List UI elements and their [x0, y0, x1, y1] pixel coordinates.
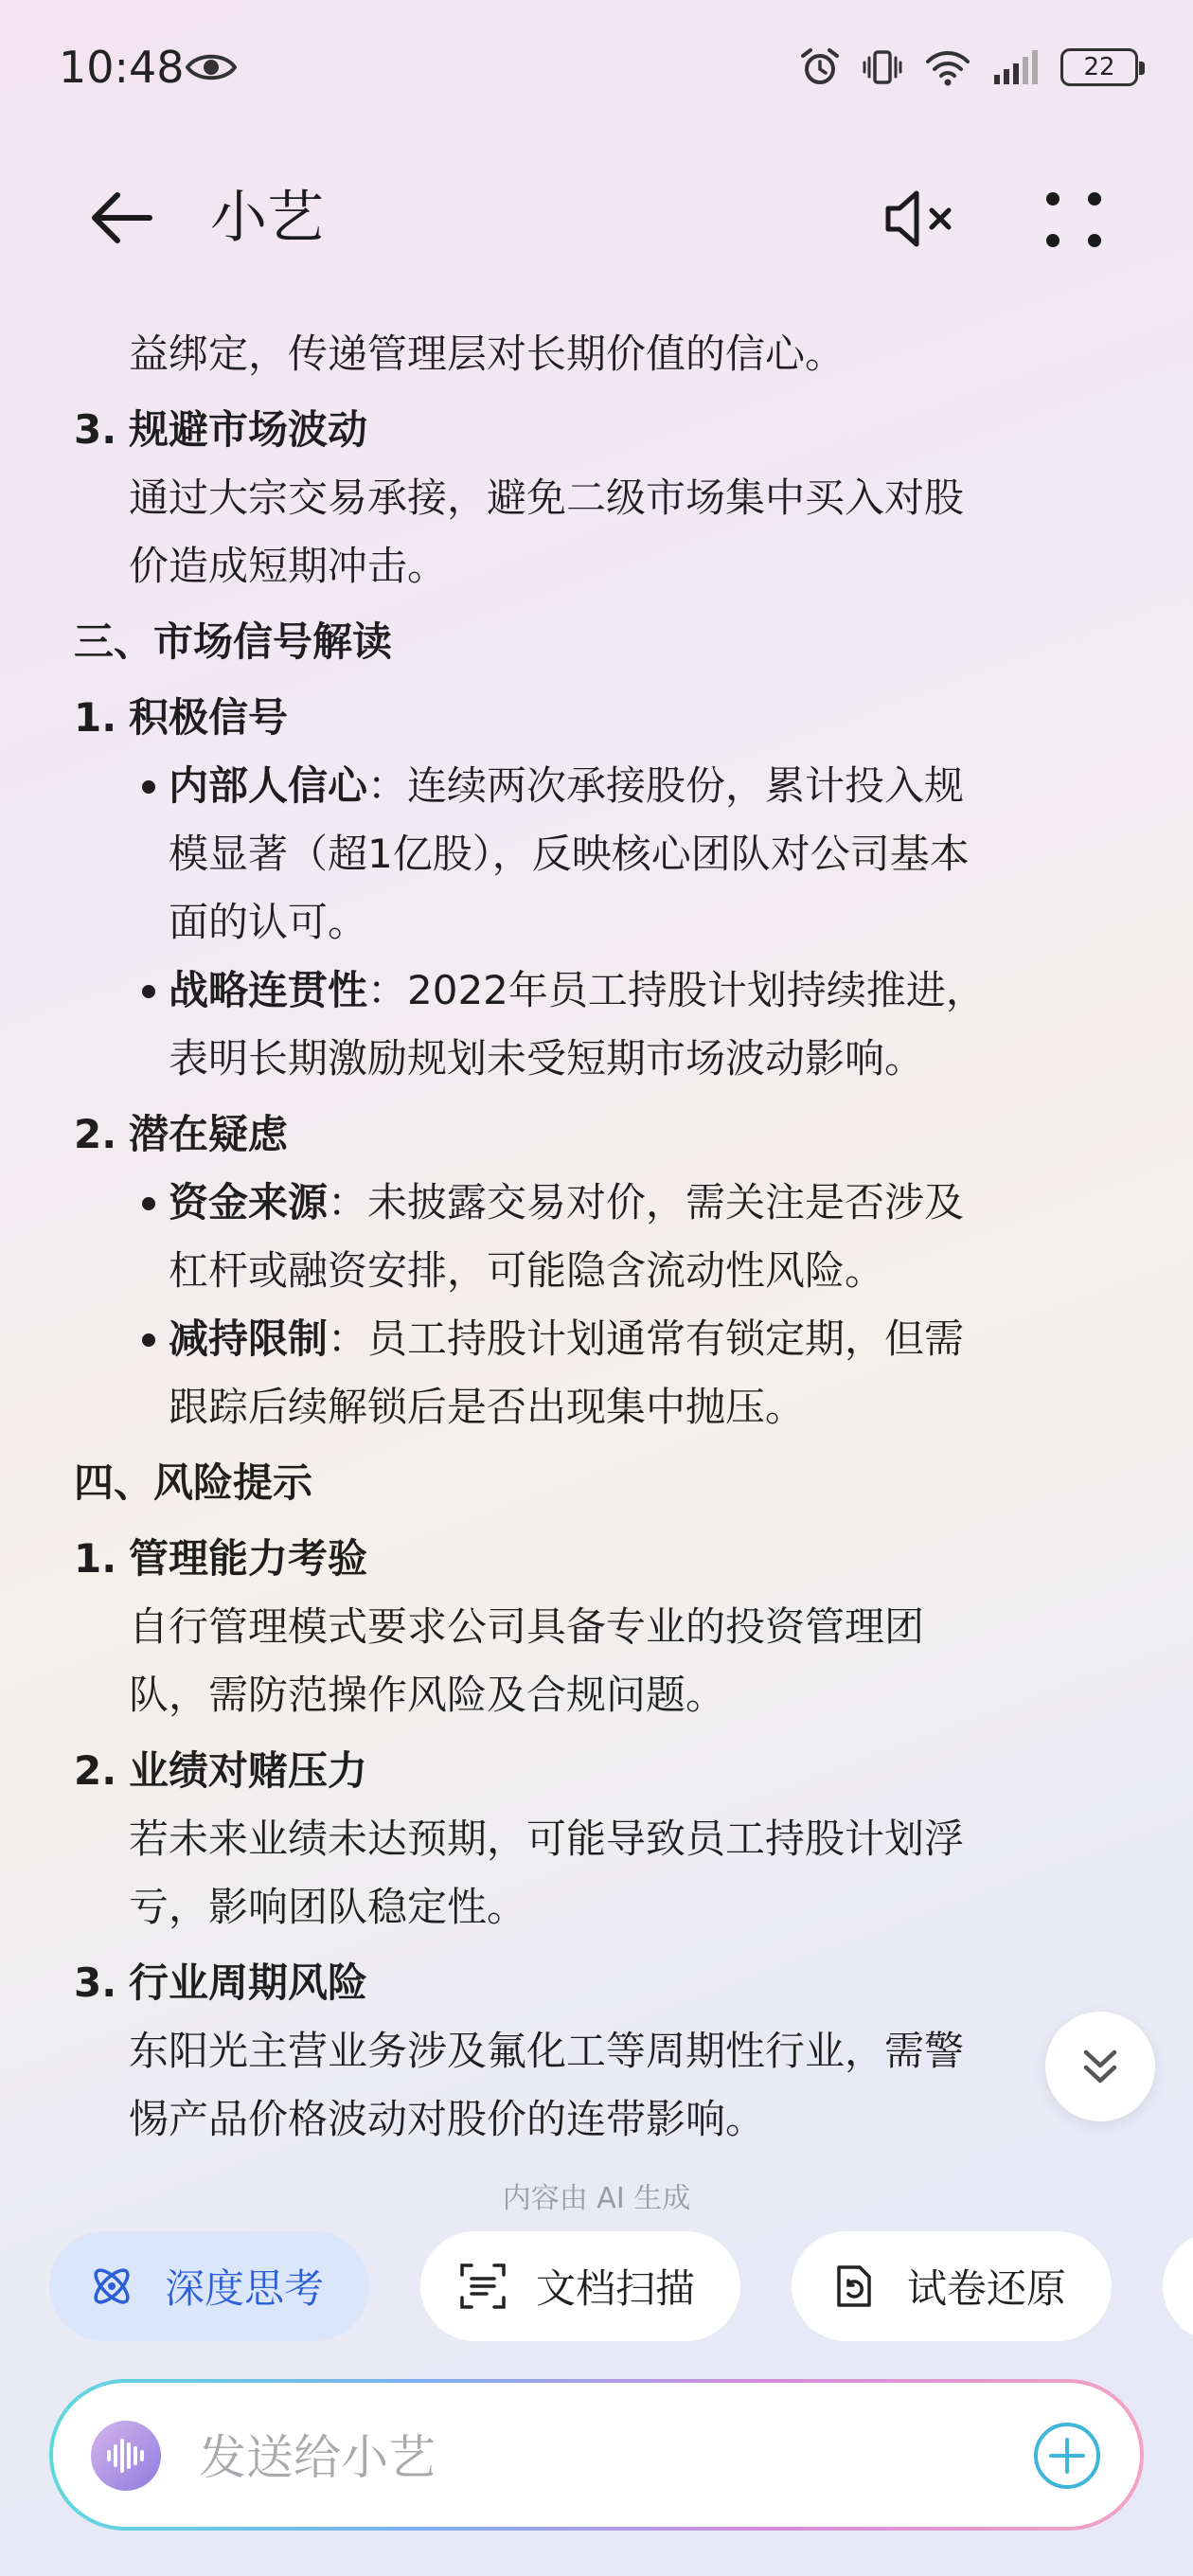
assistant-message — [74, 320, 1125, 2154]
chip-label: 试卷还原 — [907, 2265, 1067, 2312]
bullet-item: 资金来源：未披露交易对价，需关注是否涉及 — [74, 1169, 1125, 1237]
waveform-icon — [105, 2437, 147, 2475]
battery-level: 22 — [1083, 53, 1115, 81]
text-line: 跟踪后续解锁后是否出现集中抛压。 — [169, 1384, 806, 1430]
section-heading: 四、风险提示 — [74, 1459, 313, 1506]
message-composer — [49, 2379, 1144, 2531]
back-arrow-icon[interactable] — [83, 180, 159, 256]
chip-label: 深度思考 — [165, 2265, 325, 2312]
text-line: 杠杆或融资安排，可能隐含流动性风险。 — [169, 1247, 885, 1294]
text-line: 表明长期激励规划未受短期市场波动影响。 — [169, 1035, 925, 1082]
message-input[interactable] — [197, 2423, 958, 2493]
list-heading: 1. 积极信号 — [74, 694, 289, 741]
text-line: 益绑定，传递管理层对长期价值的信心。 — [129, 331, 846, 377]
text-line: 自行管理模式要求公司具备专业的投资管理团 — [129, 1603, 925, 1650]
text-line: 亏，影响团队稳定性。 — [129, 1884, 527, 1930]
composer-inner — [53, 2383, 1140, 2527]
status-icons — [799, 45, 1138, 89]
eye-icon — [186, 51, 237, 83]
text-line: 队，需防范操作风险及合规问题。 — [129, 1672, 726, 1718]
list-heading: 1. 管理能力考验 — [74, 1535, 368, 1582]
status-bar — [0, 0, 1193, 133]
vibrate-icon — [862, 46, 903, 88]
alarm-icon — [799, 46, 841, 88]
voice-input-button[interactable] — [91, 2421, 161, 2491]
list-heading: 2. 业绩对赌压力 — [74, 1747, 368, 1794]
ai-generated-notice: 内容由 AI 生成 — [502, 2182, 691, 2215]
text-line: 通过大宗交易承接，避免二级市场集中买入对股 — [129, 474, 965, 521]
section-heading: 三、市场信号解读 — [74, 618, 393, 665]
bullet-item: 内部人信心：连续两次承接股份，累计投入规 — [74, 752, 1125, 820]
document-scan-icon — [458, 2262, 507, 2311]
paper-restore-icon — [829, 2262, 879, 2311]
status-time: 10:48 — [59, 42, 185, 93]
bullet-item: 减持限制：员工持股计划通常有锁定期，但需 — [74, 1305, 1125, 1373]
text-line: 模显著（超1亿股），反映核心团队对公司基本 — [169, 831, 970, 877]
chip-document-scan[interactable] — [420, 2231, 740, 2341]
double-chevron-down-icon — [1077, 2043, 1124, 2090]
app-bar — [0, 161, 1193, 275]
text-line: 若未来业绩未达预期，可能导致员工持股计划浮 — [129, 1816, 965, 1862]
text-line: 东阳光主营业务涉及氟化工等周期性行业，需警 — [129, 2028, 965, 2074]
plus-circle-icon[interactable] — [1032, 2421, 1102, 2491]
more-options-icon[interactable] — [1036, 182, 1112, 258]
page-title: 小艺 — [210, 185, 324, 251]
bullet-item: 战略连贯性：2022年员工持股计划持续推进， — [74, 957, 1125, 1025]
atom-icon — [87, 2262, 136, 2311]
chip-label: 文档扫描 — [536, 2265, 696, 2312]
list-heading: 3. 规避市场波动 — [74, 406, 368, 453]
text-line: 面的认可。 — [169, 899, 368, 945]
text-line: 价造成短期冲击。 — [129, 543, 448, 589]
list-heading: 3. 行业周期风险 — [74, 1959, 368, 2006]
scroll-down-button[interactable] — [1045, 2012, 1155, 2121]
speaker-mute-icon[interactable] — [882, 186, 958, 252]
list-heading: 2. 潜在疑虑 — [74, 1111, 289, 1157]
battery-indicator — [1060, 48, 1138, 86]
text-line: 惕产品价格波动对股价的连带影响。 — [129, 2096, 766, 2142]
chip-deep-thinking[interactable] — [49, 2231, 369, 2341]
chip-more-partial[interactable] — [1163, 2231, 1193, 2341]
signal-icon — [992, 46, 1040, 88]
chip-test-paper-restore[interactable] — [792, 2231, 1112, 2341]
quick-actions — [49, 2231, 1193, 2343]
wifi-icon — [924, 46, 971, 88]
